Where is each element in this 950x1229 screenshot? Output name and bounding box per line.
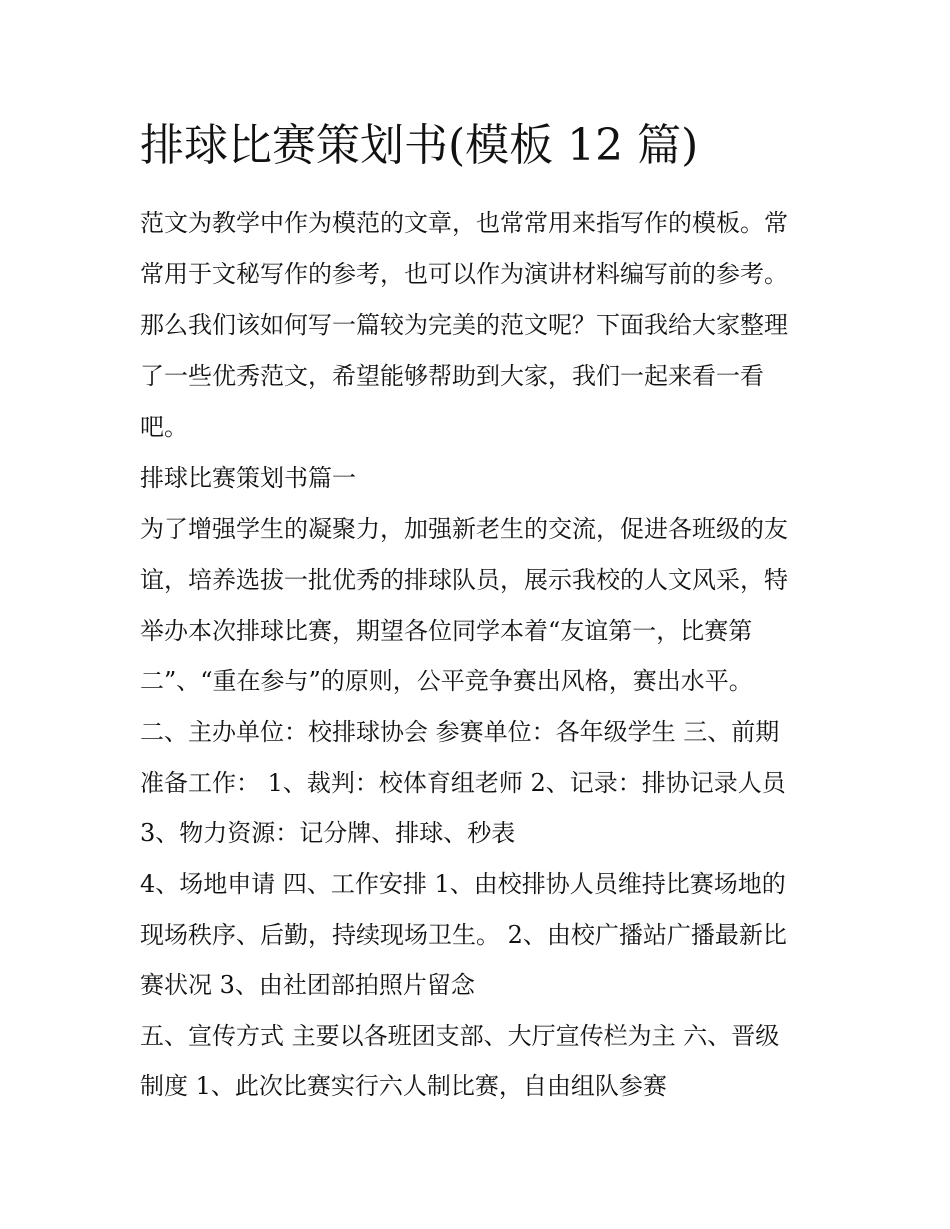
paragraph-line: 二”、“重在参与”的原则，公平竞争赛出风格，赛出水平。 <box>140 667 753 695</box>
paragraph-line: 谊，培养选拔一批优秀的排球队员，展示我校的人文风采，特 <box>140 566 788 594</box>
paragraph-line: 二、主办单位：校排球协会 参赛单位：各年级学生 三、前期 <box>140 718 780 746</box>
paragraph-line: 3、物力资源：记分牌、排球、秒表 <box>140 819 516 847</box>
paragraph-line: 五、宣传方式 主要以各班团支部、大厅宣传栏为主 六、晋级 <box>140 1022 780 1050</box>
document-title: 排球比赛策划书(模板 12 篇) <box>140 120 699 171</box>
paragraph-line: 为了增强学生的凝聚力，加强新老生的交流，促进各班级的友 <box>140 515 788 543</box>
paragraph-line: 常用于文秘写作的参考，也可以作为演讲材料编写前的参考。 <box>140 260 788 288</box>
paragraph-line: 了一些优秀范文，希望能够帮助到大家，我们一起来看一看 <box>140 362 764 390</box>
paragraph-line: 举办本次排球比赛，期望各位同学本着“友谊第一，比赛第 <box>140 617 753 645</box>
paragraph-line: 4、场地申请 四、工作安排 1、由校排协人员维持比赛场地的 <box>140 870 786 898</box>
section-heading: 排球比赛策划书篇一 <box>140 464 356 492</box>
paragraph-line: 准备工作： 1、裁判：校体育组老师 2、记录：排协记录人员 <box>140 769 786 797</box>
paragraph-line: 赛状况 3、由社团部拍照片留念 <box>140 971 475 999</box>
paragraph-line: 那么我们该如何写一篇较为完美的范文呢？下面我给大家整理 <box>140 311 788 339</box>
paragraph-line: 吧。 <box>140 413 188 441</box>
paragraph-line: 制度 1、此次比赛实行六人制比赛，自由组队参赛 <box>140 1072 667 1100</box>
paragraph-line: 现场秩序、后勤，持续现场卫生。 2、由校广播站广播最新比 <box>140 921 787 949</box>
paragraph-line: 范文为教学中作为模范的文章，也常常用来指写作的模板。常 <box>140 209 788 237</box>
